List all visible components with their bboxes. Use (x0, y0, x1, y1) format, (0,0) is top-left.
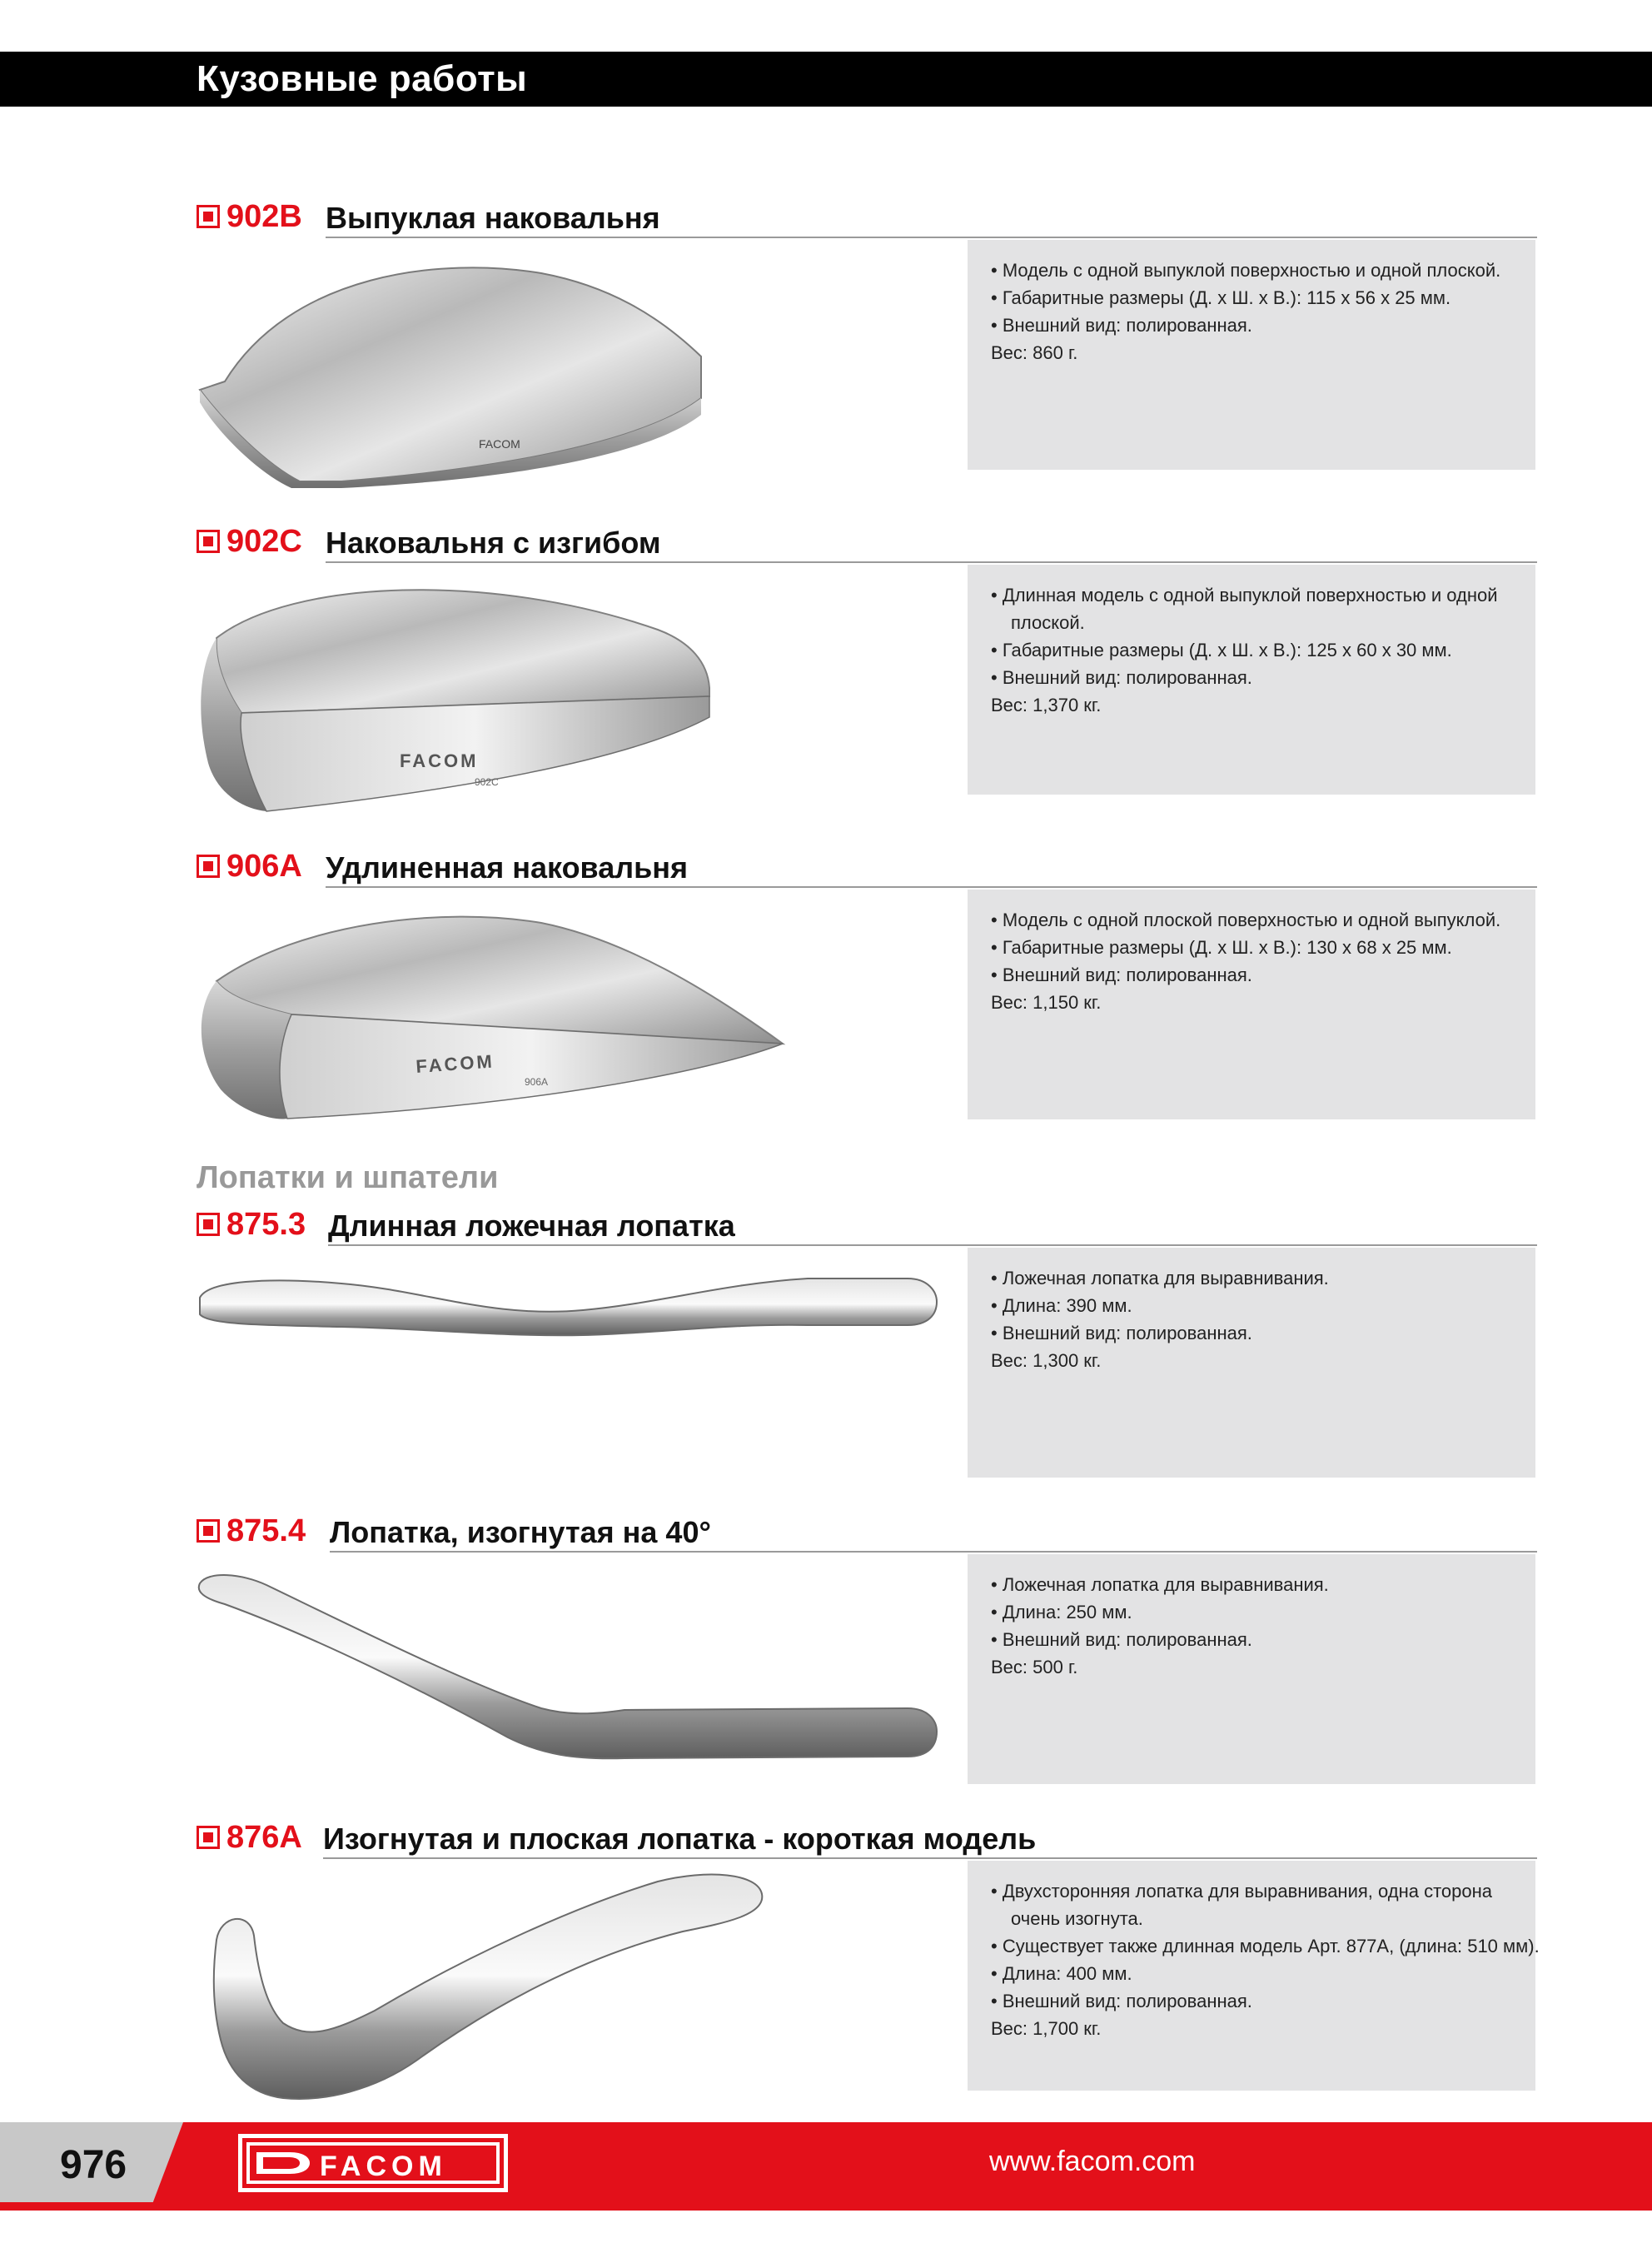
product-name: Наковальня с изгибом (326, 526, 661, 560)
red-square-icon (197, 1213, 220, 1236)
engraving-text: FACOM (400, 750, 479, 771)
product-name: Выпуклая наковальня (326, 201, 660, 235)
engraving-text: FACOM (479, 437, 520, 451)
description-line: • Длина: 400 мм. (991, 1963, 1132, 1984)
description-line: • Модель с одной выпуклой поверхностью и одной плоской. (991, 260, 1501, 281)
description-line: Вес: 860 г. (991, 342, 1078, 363)
description-line: • Длина: 390 мм. (991, 1295, 1132, 1316)
description-line: • Внешний вид: полированная. (991, 1991, 1252, 2011)
product-name: Изогнутая и плоская лопатка - короткая модель (323, 1822, 1037, 1856)
description-line: плоской. (1011, 612, 1085, 633)
description-box (968, 890, 1535, 1119)
description-line: • Габаритные размеры (Д. х Ш. х В.): 130 x 68 x 25 мм. (991, 937, 1452, 958)
product-name: Лопатка, изогнутая на 40° (330, 1515, 711, 1549)
description-box (968, 1248, 1535, 1478)
facom-logo (238, 2134, 508, 2192)
logo-text: FACOM (320, 2151, 447, 2182)
divider (328, 1244, 1537, 1246)
product-code: 902C (226, 524, 302, 559)
description-line: Вес: 1,150 кг. (991, 992, 1102, 1013)
divider (326, 886, 1537, 888)
divider (330, 1551, 1537, 1553)
red-square-icon (197, 530, 220, 553)
divider (323, 1857, 1537, 1859)
description-line: очень изогнута. (1011, 1908, 1143, 1929)
footer-strip (0, 2202, 1652, 2211)
description-box (968, 240, 1535, 470)
red-square-icon (197, 1519, 220, 1543)
page-title: Кузовные работы (197, 58, 528, 99)
spoon-875-3-image (192, 1260, 941, 1352)
red-square-icon (197, 855, 220, 878)
description-line: • Модель с одной плоской поверхностью и одной выпуклой. (991, 910, 1501, 930)
description-box (968, 1554, 1535, 1784)
description-box (968, 1861, 1540, 2091)
anvil-906a-image (192, 906, 791, 1123)
description-line: Вес: 1,700 кг. (991, 2018, 1102, 2039)
description-line: Вес: 500 г. (991, 1657, 1078, 1677)
description-line: • Длина: 250 мм. (991, 1602, 1132, 1622)
page-number: 976 (60, 2143, 127, 2187)
engraving-text: FACOM (415, 1050, 495, 1077)
description-line: Вес: 1,370 кг. (991, 695, 1102, 715)
spoon-876a-image (192, 1865, 766, 2106)
footer-url[interactable]: www.facom.com (989, 2146, 1196, 2177)
page-header (0, 52, 1652, 107)
description-line: • Двухсторонняя лопатка для выравнивания, одна сторона (991, 1881, 1493, 1902)
product-code: 906A (226, 849, 302, 884)
description-line: Вес: 1,300 кг. (991, 1350, 1102, 1371)
product-name: Удлиненная наковальня (326, 850, 688, 885)
description-box (968, 565, 1535, 795)
engraving-code: 906A (525, 1076, 549, 1088)
description-line: • Ложечная лопатка для выравнивания. (991, 1574, 1329, 1595)
engraving-code: 902C (475, 776, 499, 788)
description-line: • Внешний вид: полированная. (991, 964, 1252, 985)
description-line: • Внешний вид: полированная. (991, 667, 1252, 688)
description-line: • Существует также длинная модель Арт. 877A, (длина: 510 мм). (991, 1936, 1540, 1956)
description-line: • Габаритные размеры (Д. х Ш. х В.): 115 x 56 x 25 мм. (991, 287, 1451, 308)
description-line: • Ложечная лопатка для выравнивания. (991, 1268, 1329, 1288)
product-code: 876A (226, 1820, 302, 1855)
description-line: • Длинная модель с одной выпуклой поверхностью и одной (991, 585, 1498, 606)
red-square-icon (197, 205, 220, 228)
anvil-902b-image (192, 240, 708, 490)
description-line: • Внешний вид: полированная. (991, 1323, 1252, 1343)
red-square-icon (197, 1826, 220, 1849)
product-name: Длинная ложечная лопатка (328, 1209, 735, 1243)
anvil-902c-image (192, 571, 716, 813)
description-line: • Внешний вид: полированная. (991, 315, 1252, 336)
product-code: 875.3 (226, 1207, 306, 1242)
description-line: • Габаритные размеры (Д. х Ш. х В.): 125 x 60 x 30 мм. (991, 640, 1452, 660)
divider (326, 561, 1537, 563)
divider (326, 237, 1537, 238)
product-code: 875.4 (226, 1513, 306, 1548)
product-code: 902B (226, 199, 302, 234)
spoon-875-4-image (192, 1567, 941, 1767)
category-title: Лопатки и шпатели (197, 1160, 499, 1195)
description-line: • Внешний вид: полированная. (991, 1629, 1252, 1650)
